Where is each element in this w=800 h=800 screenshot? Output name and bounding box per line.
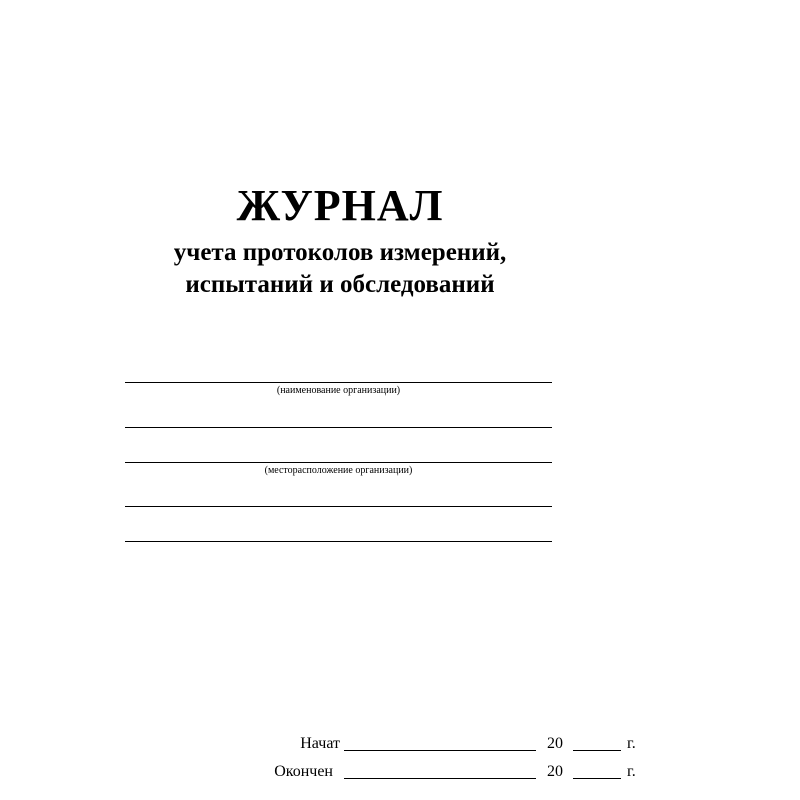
org-name-line-2 bbox=[125, 427, 552, 428]
started-year-suffix: г. bbox=[627, 735, 636, 752]
org-location-line-2 bbox=[125, 506, 552, 507]
finished-label: Окончен bbox=[274, 763, 333, 780]
org-location-line bbox=[125, 462, 552, 463]
journal-title: ЖУРНАЛ bbox=[236, 181, 444, 230]
started-year-blank bbox=[573, 750, 621, 751]
started-date-row bbox=[0, 734, 800, 756]
finished-year-blank bbox=[573, 778, 621, 779]
finished-year-suffix: г. bbox=[627, 763, 636, 780]
finished-year-prefix: 20 bbox=[547, 763, 563, 780]
org-name-caption: (наименование организации) bbox=[276, 385, 401, 396]
finished-day-month-blank bbox=[344, 778, 536, 779]
started-year-prefix: 20 bbox=[547, 735, 563, 752]
org-location-caption: (месторасположение организации) bbox=[264, 465, 413, 476]
journal-subtitle-line2: испытаний и обследований bbox=[185, 271, 495, 298]
started-label: Начат bbox=[300, 735, 340, 752]
finished-date-row bbox=[0, 762, 800, 784]
org-name-line bbox=[125, 382, 552, 383]
org-location-line-3 bbox=[125, 541, 552, 542]
journal-subtitle-line1: учета протоколов измерений, bbox=[173, 239, 507, 266]
started-day-month-blank bbox=[344, 750, 536, 751]
